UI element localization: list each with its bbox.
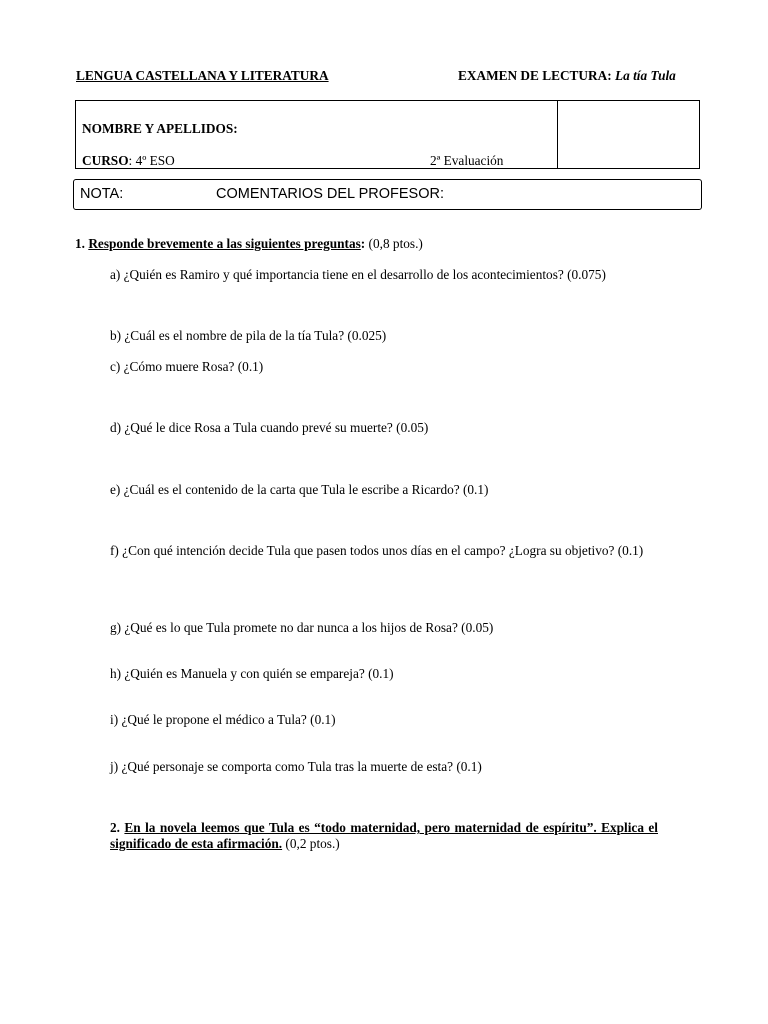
question-1d: d) ¿Qué le dice Rosa a Tula cuando prevé su muerte? (0.05) [110,420,429,435]
student-info-box [75,100,700,169]
question-1i: i) ¿Qué le propone el médico a Tula? (0.1) [110,712,336,727]
box-divider [557,101,558,168]
question-1f: f) ¿Con qué intención decide Tula que pasen todos unos días en el campo? ¿Logra su objetivo? (0.1) [110,543,644,558]
question-1g: g) ¿Qué es lo que Tula promete no dar nunca a los hijos de Rosa? (0.05) [110,620,494,635]
question-1a: a) ¿Quién es Ramiro y qué importancia tiene en el desarrollo de los acontecimientos? (0.075) [110,267,606,282]
exam-title [458,68,676,84]
question-1h: h) ¿Quién es Manuela y con quién se empareja? (0.1) [110,666,394,681]
course-value: : 4º ESO [128,153,175,168]
question-1-number: 1. [75,236,85,251]
question-2 [110,820,658,852]
course-label: CURSO [82,153,129,168]
question-2-title: En la novela leemos que Tula es “todo maternidad, pero maternidad de espíritu”. Explica el significado de esta afirmación. [110,820,658,851]
question-2-number: 2. [110,820,120,835]
question-1-colon: : [360,236,366,251]
name-label: NOMBRE Y APELLIDOS: [82,121,238,136]
comments-label: COMENTARIOS DEL PROFESOR: [216,186,444,202]
question-2-points: (0,2 ptos.) [282,836,340,851]
grade-label: NOTA: [80,186,124,202]
question-1b: b) ¿Cuál es el nombre de pila de la tía Tula? (0.025) [110,328,387,343]
question-1-heading [75,236,423,252]
question-1j: j) ¿Qué personaje se comporta como Tula tras la muerte de esta? (0.1) [110,759,482,774]
term-label: 2ª Evaluación [430,153,504,168]
question-1e: e) ¿Cuál es el contenido de la carta que Tula le escribe a Ricardo? (0.1) [110,482,489,497]
question-1-points: (0,8 ptos.) [365,236,423,251]
question-1-title: Responde brevemente a las siguientes preguntas [88,236,361,251]
grade-box [73,179,702,210]
exam-label: EXAMEN DE LECTURA: [458,68,612,83]
question-1c: c) ¿Cómo muere Rosa? (0.1) [110,359,264,374]
subject-title: LENGUA CASTELLANA Y LITERATURA [76,68,329,83]
course-line [82,153,175,169]
book-title: La tía Tula [615,68,676,83]
